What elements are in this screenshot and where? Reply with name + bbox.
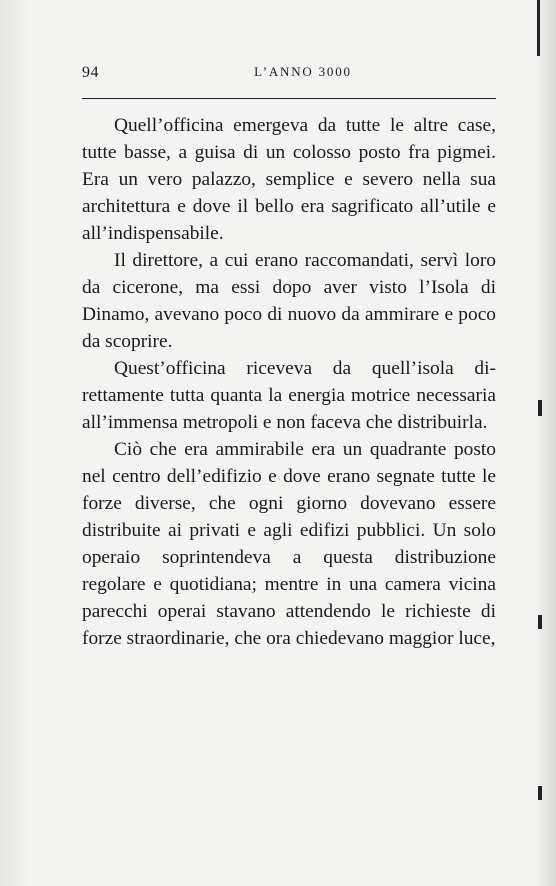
page-right-shadow [534,0,556,886]
paragraph-1: Quell’officina emergeva da tutte le altre case, tutte basse, a guisa di un colosso posto fra pigmei. Era un vero palazzo, semplice e severo nella sua architettura e dove il bello era sagrificato all’utile e all’indispensabile. [82,115,496,244]
margin-mark [537,0,540,56]
margin-mark [538,615,542,629]
page-left-shadow [0,0,30,886]
paragraph-4: Ciò che era ammirabile era un quadrante posto nel centro dell’edifizio e dove erano segnate tutte le forze diverse, che ogni giorno dovevano essere distribuite ai privati e agli edifizi pubblici. Un solo operaio soprintendeva a questa distribuzione regolare e quotidiana; mentre in una camera vicina parecchi operai stavano attendendo le richieste di forze straordinarie, che ora chiedevano maggior luce, [82,439,496,649]
page-number: 94 [82,64,99,81]
running-title: L’ANNO 3000 [254,64,352,79]
margin-mark [538,400,542,416]
paragraph-2: Il direttore, a cui erano raccomandati, servì loro da cicerone, ma essi dopo aver visto l’Isola di Dinamo, avevano poco di nuovo da ammirare e poco da scoprire. [82,250,496,352]
margin-mark [538,786,542,800]
paragraph-3: Quest’officina riceveva da quell’isola direttamente tutta quanta la energia motrice necessaria all’immensa metropoli e non faceva che distribuirla. [82,358,496,433]
body-text [82,112,496,652]
header-rule [82,98,496,99]
